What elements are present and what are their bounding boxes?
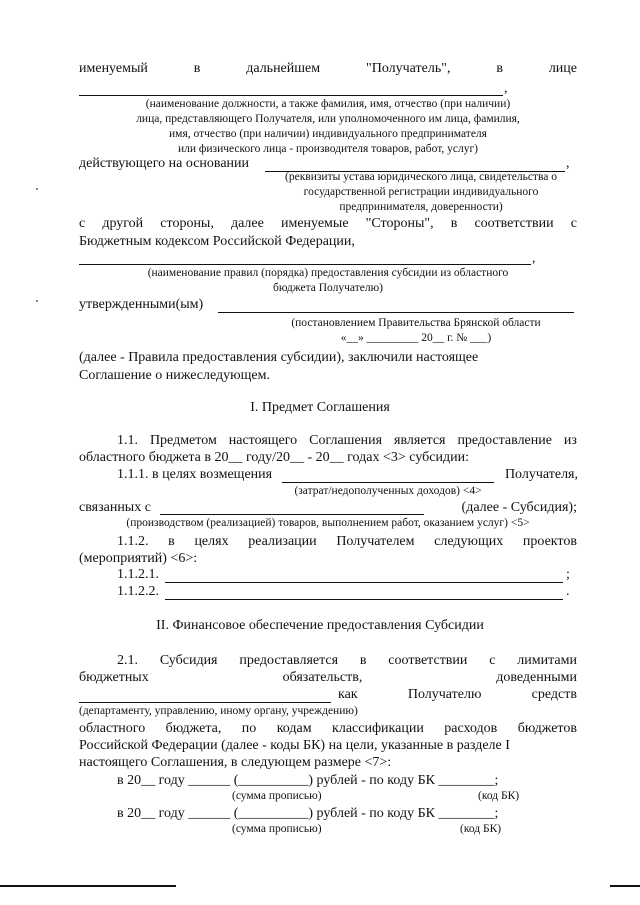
word: с bbox=[570, 216, 577, 231]
word: именуемые bbox=[280, 216, 349, 231]
note2 bbox=[265, 170, 577, 215]
note1 bbox=[79, 97, 577, 157]
p21b-line2: Российской Федерации (далее - коды БК) на цели, указанные в разделе I bbox=[79, 738, 510, 753]
p21b-line bbox=[79, 720, 577, 738]
word: областного bbox=[79, 721, 146, 736]
word: предоставляется bbox=[239, 653, 339, 668]
para2-line bbox=[79, 215, 577, 233]
para2-end: , bbox=[532, 251, 536, 266]
note-line: (наименование должности, а также фамилия, имя, отчество (при наличии) bbox=[145, 98, 511, 110]
word: Получателем bbox=[336, 534, 415, 549]
word: лице bbox=[548, 61, 577, 76]
para1-line bbox=[79, 60, 577, 78]
word: далее bbox=[230, 216, 264, 231]
para3-line: (далее - Правила предоставления субсидии), заключили настоящее bbox=[79, 350, 479, 365]
note9b: (код БК) bbox=[460, 823, 502, 835]
word: соответствии bbox=[474, 216, 554, 231]
word: именуемый bbox=[79, 61, 148, 76]
p111b-end: (далее - Субсидия); bbox=[461, 500, 577, 515]
p1121-text: 1.1.2.1. bbox=[117, 567, 159, 582]
basis-text: действующего на основании bbox=[79, 156, 250, 171]
p1122-text: 1.1.2.2. bbox=[117, 584, 159, 599]
section-heading: I. Предмет Соглашения bbox=[250, 400, 390, 415]
note8a: (сумма прописью) bbox=[232, 790, 322, 802]
p11-line bbox=[117, 432, 577, 450]
word: реализации bbox=[248, 534, 317, 549]
word: настоящего bbox=[228, 433, 298, 448]
word: кодам bbox=[276, 721, 312, 736]
para2-line2: Бюджетным кодексом Российской Федерации, bbox=[79, 234, 355, 249]
word: 1.1. bbox=[117, 433, 138, 448]
note-line: имя, отчество (при наличии) индивидуального предпринимателя bbox=[169, 128, 487, 140]
word: в bbox=[168, 534, 175, 549]
note-line: (наименование правил (порядка) предоставления субсидии из областного bbox=[147, 267, 509, 279]
p11-line2: областного бюджета в 20__ году/20__ - 20__ годах <3> субсидии: bbox=[79, 450, 469, 465]
word: Субсидия bbox=[159, 653, 218, 668]
note8b: (код БК) bbox=[478, 790, 520, 802]
note-line: (постановлением Правительства Брянской области bbox=[291, 317, 541, 329]
p112-line2: (мероприятий) <6>: bbox=[79, 551, 198, 566]
word: бюджетов bbox=[517, 721, 577, 736]
word: из bbox=[563, 433, 577, 448]
footer-rule bbox=[0, 885, 176, 887]
fill-line bbox=[218, 312, 574, 313]
word: доведенными bbox=[496, 670, 577, 685]
note6: (производством (реализацией) товаров, выполнением работ, оказанием услуг) <5> bbox=[126, 517, 530, 529]
word: бюджета, bbox=[165, 721, 222, 736]
word: в bbox=[193, 61, 201, 76]
fill-line bbox=[79, 95, 503, 96]
word: в bbox=[450, 216, 458, 231]
fill-line bbox=[160, 514, 424, 515]
word: как bbox=[338, 687, 358, 702]
note-line: бюджета Получателю) bbox=[272, 282, 384, 294]
fill-line bbox=[79, 264, 531, 265]
note-line: предпринимателя, доверенности) bbox=[339, 201, 503, 213]
note4 bbox=[255, 316, 577, 346]
word: средств bbox=[531, 687, 577, 702]
note3 bbox=[79, 266, 577, 296]
word: в bbox=[359, 653, 367, 668]
scan-mark bbox=[36, 188, 38, 190]
word: Получателю bbox=[407, 687, 482, 702]
fill-line bbox=[79, 702, 331, 703]
p1121-end: ; bbox=[566, 567, 570, 582]
p21-line3 bbox=[338, 686, 577, 704]
note7: (департаменту, управлению, иному органу, учреждению) bbox=[79, 705, 358, 717]
footer-rule bbox=[610, 885, 640, 887]
word: лимитами bbox=[517, 653, 577, 668]
word: расходов bbox=[444, 721, 498, 736]
word: с bbox=[79, 216, 86, 231]
p1122-end: . bbox=[566, 584, 570, 599]
word: проектов bbox=[522, 534, 577, 549]
fill-line bbox=[282, 482, 494, 483]
word: Соглашения bbox=[309, 433, 383, 448]
word: бюджетных bbox=[79, 670, 149, 685]
year-line: в 20__ году ______ (__________) рублей - по коду БК ________; bbox=[117, 806, 499, 821]
note-line: лица, представляющего Получателя, или уполномоченного им лица, фамилия, bbox=[136, 113, 520, 125]
p21-line bbox=[117, 652, 577, 670]
word: "Получатель", bbox=[366, 61, 451, 76]
section-heading: II. Финансовое обеспечение предоставления Субсидии bbox=[156, 618, 484, 633]
note5: (затрат/недополученных доходов) <4> bbox=[294, 485, 482, 497]
year-line: в 20__ году ______ (__________) рублей - по коду БК ________; bbox=[117, 773, 499, 788]
basis-end: , bbox=[566, 156, 570, 171]
word: стороны, bbox=[160, 216, 214, 231]
word: в bbox=[496, 61, 503, 76]
word: классификации bbox=[332, 721, 424, 736]
note9a: (сумма прописью) bbox=[232, 823, 322, 835]
p21-line2 bbox=[79, 669, 577, 687]
note-line: государственной регистрации индивидуального bbox=[303, 186, 539, 198]
para3-line: Соглашение о нижеследующем. bbox=[79, 368, 270, 383]
word: целях bbox=[194, 534, 229, 549]
word: с bbox=[489, 653, 496, 668]
para1-end: , bbox=[504, 81, 508, 96]
p112-line bbox=[117, 533, 577, 551]
word: Предметом bbox=[149, 433, 217, 448]
word: предоставление bbox=[457, 433, 552, 448]
p111b-text: связанных с bbox=[79, 500, 151, 515]
word: соответствии bbox=[388, 653, 468, 668]
word: "Стороны", bbox=[365, 216, 434, 231]
note-line: «__» _________ 20__ г. № ___) bbox=[340, 332, 492, 344]
word: 1.1.2. bbox=[117, 534, 149, 549]
word: 2.1. bbox=[117, 653, 138, 668]
p21b-line3: настоящего Соглашения, в следующем размере <7>: bbox=[79, 755, 392, 770]
word: по bbox=[241, 721, 257, 736]
note-line: или физического лица - производителя товаров, работ, услуг) bbox=[178, 143, 478, 155]
p111-text: 1.1.1. в целях возмещения bbox=[117, 467, 273, 482]
word: является bbox=[394, 433, 446, 448]
scan-mark bbox=[36, 300, 38, 302]
fill-line bbox=[165, 599, 563, 600]
word: дальнейшем bbox=[246, 61, 321, 76]
approved-text: утвержденными(ым) bbox=[79, 297, 204, 312]
word: обязательств, bbox=[282, 670, 363, 685]
word: следующих bbox=[434, 534, 504, 549]
p111-end: Получателя, bbox=[504, 467, 578, 482]
word: другой bbox=[102, 216, 144, 231]
note-line: (реквизиты устава юридического лица, свидетельства о bbox=[285, 171, 557, 183]
